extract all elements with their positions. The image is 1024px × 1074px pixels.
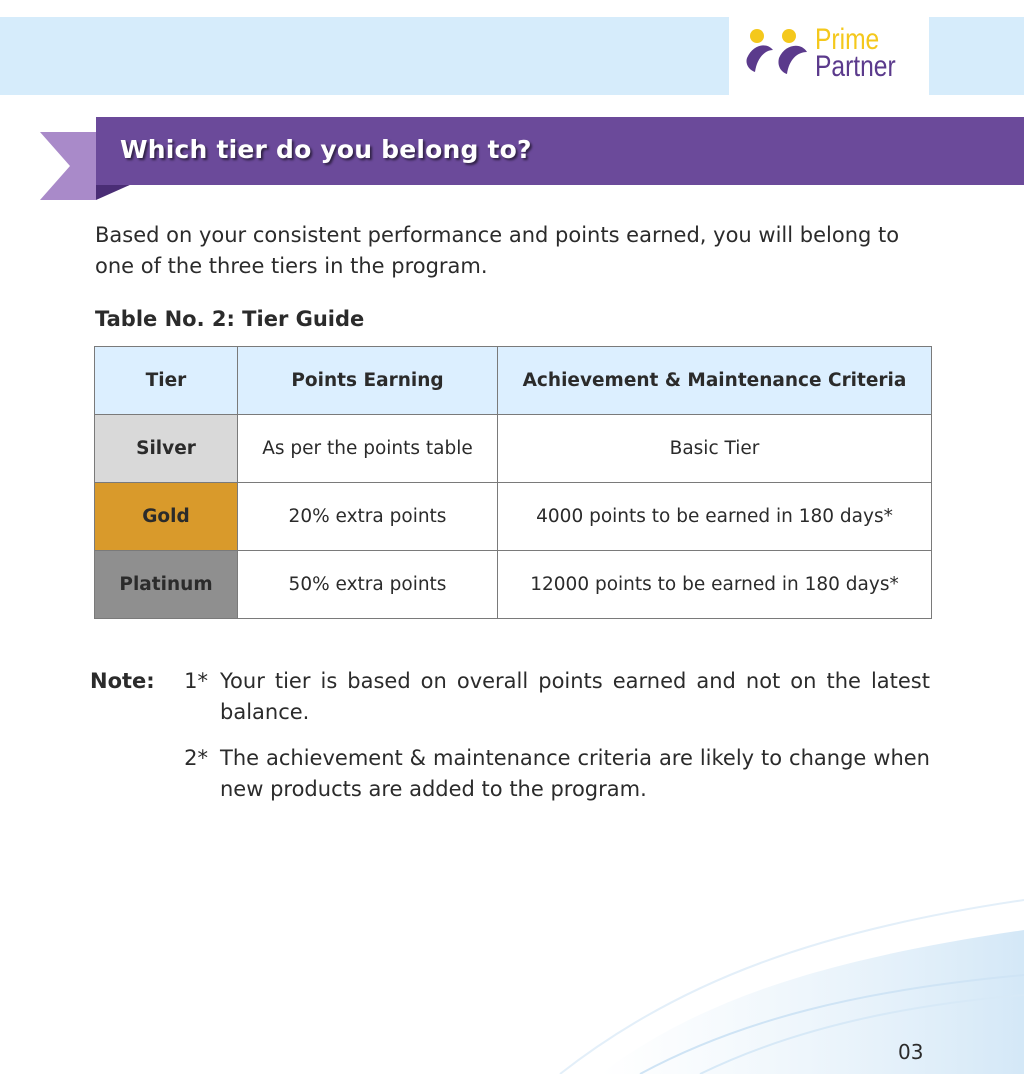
tier-cell-gold: Gold (95, 483, 238, 551)
tier-cell-platinum: Platinum (95, 551, 238, 619)
table-caption: Table No. 2: Tier Guide (95, 307, 365, 331)
notes-section (90, 666, 930, 805)
table-row (95, 483, 932, 551)
note-text: Your tier is based on overall points earned and not on the latest balance. (220, 669, 930, 724)
note-number: 2* (184, 746, 208, 770)
tier-guide-table (94, 346, 932, 619)
points-earning-cell: 20% extra points (238, 483, 498, 551)
page-number: 03 (898, 1040, 924, 1064)
intro-paragraph: Based on your consistent performance and points earned, you will belong to one of the three tiers in the program. (95, 223, 900, 278)
table-row (95, 551, 932, 619)
table-row (95, 415, 932, 483)
prime-partner-logo (729, 14, 929, 96)
tier-cell-silver: Silver (95, 415, 238, 483)
note-item (90, 666, 930, 728)
logo-mark-icon (743, 24, 813, 84)
criteria-cell: Basic Tier (498, 415, 932, 483)
note-item (90, 743, 930, 805)
note-label: Note: (90, 669, 155, 693)
column-header: Points Earning (238, 347, 498, 415)
points-earning-cell: 50% extra points (238, 551, 498, 619)
table-header-row (95, 347, 932, 415)
note-number: 1* (184, 669, 208, 693)
section-banner (96, 117, 1024, 185)
points-earning-cell: As per the points table (238, 415, 498, 483)
note-text: The achievement & maintenance criteria are likely to change when new products are added to the program. (220, 746, 930, 801)
column-header: Tier (95, 347, 238, 415)
criteria-cell: 12000 points to be earned in 180 days* (498, 551, 932, 619)
column-header: Achievement & Maintenance Criteria (498, 347, 932, 415)
logo-partner-text: Partner (815, 50, 896, 83)
criteria-cell: 4000 points to be earned in 180 days* (498, 483, 932, 551)
logo-prime-text: Prime (815, 23, 880, 56)
section-title: Which tier do you belong to? (120, 135, 532, 164)
